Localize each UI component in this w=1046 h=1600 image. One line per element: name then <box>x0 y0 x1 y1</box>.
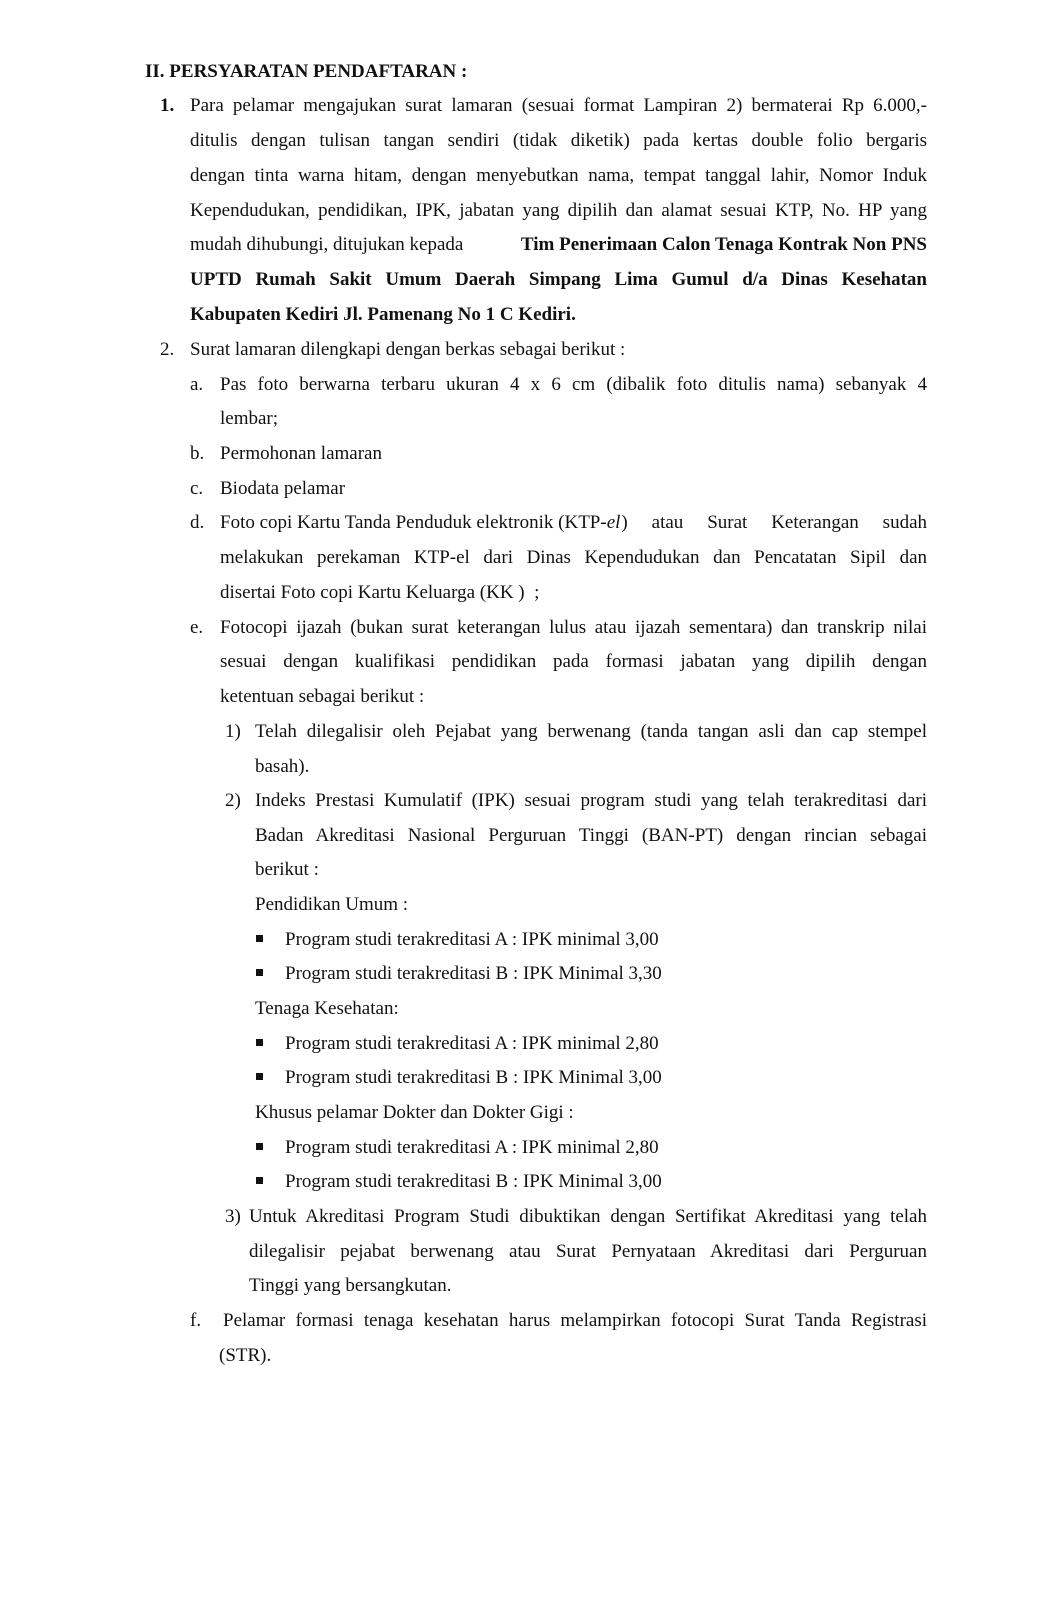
item-1-line: dengan tinta warna hitam, dengan menyebutkan nama, tempat tanggal lahir, Nomor Induk <box>190 165 927 186</box>
item-1-number: 1. <box>160 95 175 116</box>
section-heading: II. PERSYARATAN PENDAFTARAN : <box>145 61 468 82</box>
ipk-bullet: Program studi terakreditasi B : IPK Minimal 3,30 <box>285 963 662 984</box>
item-1-recipient: UPTD Rumah Sakit Umum Daerah Simpang Lima Gumul d/a Dinas Kesehatan <box>190 269 927 290</box>
item-2d-text: Foto copi Kartu Tanda Penduduk elektronik (KTP- <box>220 512 607 533</box>
bullet-square-icon <box>256 1073 263 1080</box>
item-2e-2-label: 2) <box>225 790 241 811</box>
item-2e-1-label: 1) <box>225 721 241 742</box>
item-2e-2-line: berikut : <box>255 859 319 880</box>
item-1-recipient: Tim Penerimaan Calon Tenaga Kontrak Non PNS <box>520 234 927 255</box>
item-2d-line: disertai Foto copi Kartu Keluarga (KK ) ; <box>220 582 540 603</box>
item-2-text: Surat lamaran dilengkapi dengan berkas sebagai berikut : <box>190 339 626 360</box>
bullet-square-icon <box>256 1143 263 1150</box>
item-2d-text <box>607 511 927 535</box>
item-2d-italic: el <box>606 512 621 533</box>
item-2f-label: f. <box>190 1310 202 1331</box>
item-2e-3-line: dilegalisir pejabat berwenang atau Surat Pernyataan Akreditasi dari Perguruan <box>249 1241 927 1262</box>
ipk-bullet: Program studi terakreditasi A : IPK minimal 2,80 <box>285 1137 659 1158</box>
ipk-bullet: Program studi terakreditasi B : IPK Minimal 3,00 <box>285 1067 662 1088</box>
item-2b-text: Permohonan lamaran <box>220 443 382 464</box>
item-2e-line: ketentuan sebagai berikut : <box>220 686 425 707</box>
item-2e-3-label: 3) <box>225 1206 241 1227</box>
item-1-line-5-plain: mudah dihubungi, ditujukan kepada <box>190 234 469 255</box>
item-2e-line: Fotocopi ijazah (bukan surat keterangan lulus atau ijazah sementara) dan transkrip nilai <box>220 617 927 638</box>
item-2e-3-line: Untuk Akreditasi Program Studi dibuktikan dengan Sertifikat Akreditasi yang telah <box>249 1206 927 1227</box>
ipk-bullet: Program studi terakreditasi B : IPK Minimal 3,00 <box>285 1171 662 1192</box>
item-2a-line: lembar; <box>220 408 279 429</box>
item-2f-line: (STR). <box>219 1345 272 1366</box>
item-2e-line: sesuai dengan kualifikasi pendidikan pada formasi jabatan yang dipilih dengan <box>220 651 927 672</box>
item-2e-label: e. <box>190 617 204 638</box>
item-1-line: Kependudukan, pendidikan, IPK, jabatan yang dipilih dan alamat sesuai KTP, No. HP yang <box>190 200 927 221</box>
item-1-line: Para pelamar mengajukan surat lamaran (sesuai format Lampiran 2) bermaterai Rp 6.000,- <box>190 95 927 116</box>
bullet-square-icon <box>256 1177 263 1184</box>
ipk-group-title: Khusus pelamar Dokter dan Dokter Gigi : <box>255 1102 574 1123</box>
item-1-line: ditulis dengan tulisan tangan sendiri (tidak diketik) pada kertas double folio bergaris <box>190 130 927 151</box>
ipk-bullet: Program studi terakreditasi A : IPK minimal 2,80 <box>285 1033 659 1054</box>
item-2a-line: Pas foto berwarna terbaru ukuran 4 x 6 cm (dibalik foto ditulis nama) sebanyak 4 <box>220 374 927 395</box>
item-2e-2-line: Badan Akreditasi Nasional Perguruan Tinggi (BAN-PT) dengan rincian sebagai <box>255 825 927 846</box>
ipk-bullet: Program studi terakreditasi A : IPK minimal 3,00 <box>285 929 659 950</box>
bullet-square-icon <box>256 1039 263 1046</box>
item-2e-1-line: basah). <box>255 756 310 777</box>
ipk-group-title: Tenaga Kesehatan: <box>255 998 399 1019</box>
item-2e-1-line: Telah dilegalisir oleh Pejabat yang berwenang (tanda tangan asli dan cap stempel <box>255 721 927 742</box>
item-2d-label: d. <box>190 512 205 533</box>
item-2d-line-1 <box>220 511 927 535</box>
item-2f-line: Pelamar formasi tenaga kesehatan harus melampirkan fotocopi Surat Tanda Registrasi <box>223 1310 927 1331</box>
item-1-line-5 <box>190 233 927 257</box>
ipk-group-title: Pendidikan Umum : <box>255 894 409 915</box>
bullet-square-icon <box>256 935 263 942</box>
item-2e-2-line: Indeks Prestasi Kumulatif (IPK) sesuai program studi yang telah terakreditasi dari <box>255 790 927 811</box>
item-2d-text: ) atau Surat Keterangan sudah <box>621 512 927 533</box>
item-2c-label: c. <box>190 478 204 499</box>
item-2d-line: melakukan perekaman KTP-el dari Dinas Kependudukan dan Pencatatan Sipil dan <box>220 547 927 568</box>
bullet-square-icon <box>256 969 263 976</box>
item-2a-label: a. <box>190 374 204 395</box>
item-2c-text: Biodata pelamar <box>220 478 346 499</box>
item-2b-label: b. <box>190 443 205 464</box>
item-2-number: 2. <box>160 339 175 360</box>
item-2e-3-line: Tinggi yang bersangkutan. <box>249 1275 452 1296</box>
item-1-recipient: Kabupaten Kediri Jl. Pamenang No 1 C Kediri. <box>190 304 576 325</box>
